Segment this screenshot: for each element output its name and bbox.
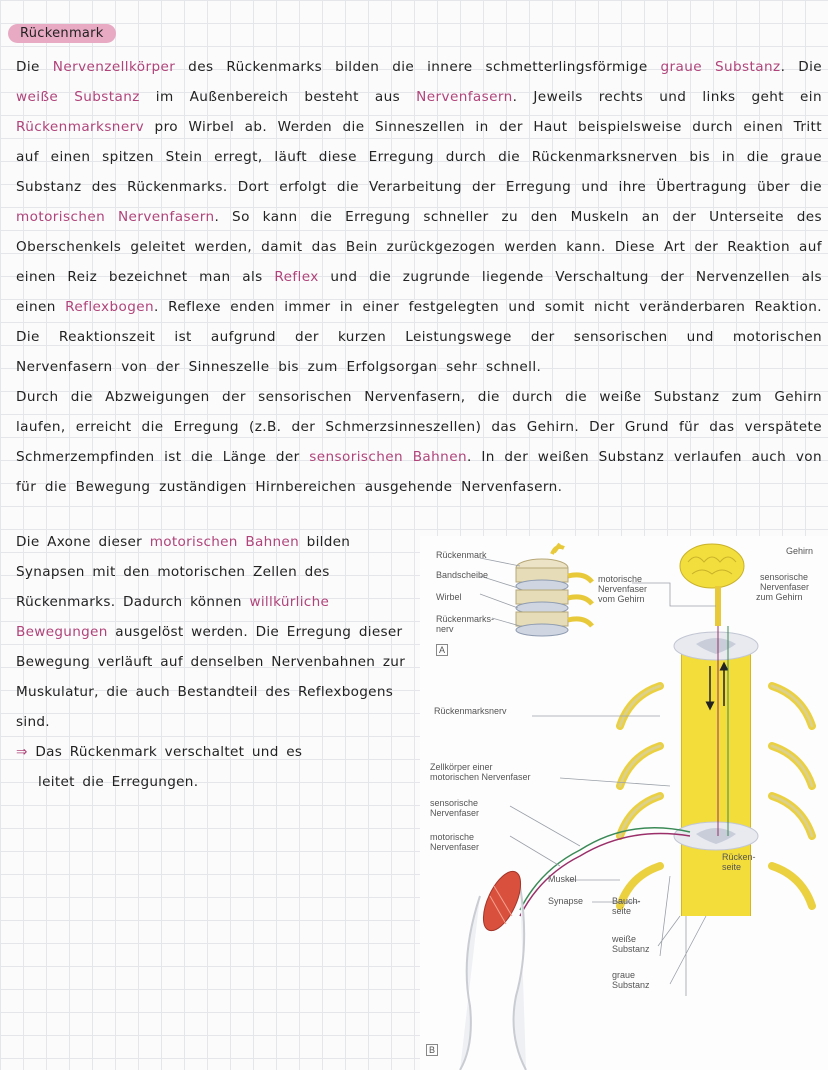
- term-nervenzellkoerper: Nervenzellkörper: [52, 59, 176, 75]
- conclusion-line-1: Das Rückenmark verschaltet und es: [35, 744, 303, 760]
- label-weisse-2: Substanz: [612, 944, 650, 954]
- leader-lines-c: [510, 716, 706, 996]
- label-zellkoerper-1: Zellkörper einer: [430, 762, 493, 772]
- label-rueckenmarksnerv-a2: nerv: [436, 624, 454, 634]
- label-wirbel: Wirbel: [436, 592, 462, 602]
- panel-a-badge: A: [436, 644, 448, 656]
- label-sensorische-3: zum Gehirn: [756, 592, 803, 602]
- conclusion: [16, 737, 411, 797]
- label-bauchseite-1: Bauch-: [612, 896, 641, 906]
- label-zellkoerper-2: motorischen Nervenfaser: [430, 772, 531, 782]
- label-mot-nf-1: motorische: [430, 832, 475, 842]
- label-sensorische-2: Nervenfaser: [760, 582, 810, 592]
- text: . Jeweils rechts und links geht ein: [512, 89, 822, 105]
- text: . Reflexe enden immer in einer festgelegten und somit nicht veränderbaren Reaktion. Die Reaktionszeit ist aufgrund der kurzen Leistungswege der sensorischen und motorischen Nervenfasern von der Sinneszelle bis zum Erfolgsorgan sehr schnell.: [16, 299, 822, 375]
- label-motorische-1: motorische: [598, 574, 643, 584]
- label-rueckenseite-1: Rücken-: [722, 852, 756, 862]
- vertebra-stack-icon: [516, 544, 592, 636]
- term-willkuerliche-bewegungen: willkürliche Bewegungen: [16, 594, 330, 640]
- text: im Außenbereich besteht aus: [139, 89, 417, 105]
- text: ausgelöst werden. Die Erregung dieser Bewegung verläuft auf denselben Nervenbahnen zur Muskulatur, die auch Bestandteil des Reflexbogens sind.: [16, 624, 406, 730]
- label-graue-1: graue: [612, 970, 636, 980]
- term-reflexbogen: Reflexbogen: [65, 299, 155, 315]
- text: Die: [16, 59, 53, 75]
- term-graue-substanz: graue Substanz: [660, 59, 781, 75]
- paragraph-reflex: [16, 52, 822, 502]
- label-rueckenseite-2: seite: [722, 862, 742, 872]
- paragraph-motor-pathways: [16, 527, 411, 797]
- leg-muscle-icon: [460, 866, 528, 1070]
- label-graue-2: Substanz: [612, 980, 650, 990]
- term-nervenfasern: Nervenfasern: [416, 89, 513, 105]
- label-sens-nf-1: sensorische: [430, 798, 479, 808]
- spinal-cord-figure: [420, 536, 828, 1070]
- label-rueckenmarksnerv-a: Rückenmarks-: [436, 614, 495, 624]
- text: bilden Synapsen mit den motorischen Zellen des Rückenmarks. Dadurch können: [16, 534, 351, 610]
- label-muskel: Muskel: [548, 874, 577, 884]
- term-weisse-substanz: weiße Substanz: [16, 89, 140, 105]
- label-sens-nf-2: Nervenfaser: [430, 808, 480, 818]
- label-motorische-3: vom Gehirn: [598, 594, 645, 604]
- text: des Rückenmarks bilden die innere schmetterlingsförmige: [175, 59, 661, 75]
- brain-icon: [680, 544, 744, 626]
- term-rueckenmarksnerv: Rückenmarksnerv: [16, 119, 145, 135]
- page-title: Rückenmark: [8, 24, 116, 43]
- text: . Die: [780, 59, 823, 75]
- text: pro Wirbel ab. Werden die Sinneszellen in der Haut beispielsweise durch einen Tritt auf einen spitzen Stein erregt, läuft diese Erregung durch die Rückenmarksnerven bis in die graue Substanz des Rückenmarks. Dort erfolgt die Verarbeitung der Erregung und ihre Übertragung über die: [16, 119, 822, 195]
- spinal-cord-icon: [520, 626, 812, 916]
- arrow-icon: ⇒: [16, 744, 28, 760]
- label-synapse: Synapse: [548, 896, 584, 906]
- term-motorische-nervenfasern: motorischen Nervenfasern: [16, 209, 215, 225]
- label-bauchseite-2: seite: [612, 906, 632, 916]
- label-rueckenmarksnerv-b: Rückenmarksnerv: [434, 706, 507, 716]
- term-reflex: Reflex: [274, 269, 319, 285]
- text: . So kann die Erregung schneller zu den Muskeln an der Unterseite des Oberschenkels geleitet werden, damit das Bein zurückgezogen werden kann. Diese Art der Reaktion auf einen Reiz bezeichnet man als: [16, 209, 822, 285]
- label-sensorische-1: sensorische: [760, 572, 809, 582]
- panel-b-badge: B: [426, 1044, 438, 1056]
- label-weisse-1: weiße: [612, 934, 637, 944]
- label-motorische-2: Nervenfaser: [598, 584, 648, 594]
- conclusion-line-2: leitet die Erregungen.: [38, 774, 199, 790]
- text: . In der weißen Substanz verlaufen auch von für die Bewegung zuständigen Hirnbereichen ausgehende Nervenfasern.: [16, 449, 823, 495]
- text: Durch die Abzweigungen der sensorischen Nervenfasern, die durch die weiße Substanz zum Gehirn laufen, erreicht die Erregung (z.B. der Schmerzsinneszellen) das Gehirn. Der Grund für das verspätete Schmerzempfinden ist die Länge der: [16, 389, 822, 465]
- term-motorische-bahnen: motorischen Bahnen: [149, 534, 300, 550]
- label-mot-nf-2: Nervenfaser: [430, 842, 480, 852]
- label-bandscheibe: Bandscheibe: [436, 570, 489, 580]
- text: und die zugrunde liegende Verschaltung der Nervenzellen als einen: [16, 269, 822, 315]
- label-gehirn: Gehirn: [786, 546, 814, 556]
- label-rueckenmark: Rückenmark: [436, 550, 487, 560]
- term-sensorische-bahnen: sensorischen Bahnen: [309, 449, 467, 465]
- text: Die Axone dieser: [16, 534, 150, 550]
